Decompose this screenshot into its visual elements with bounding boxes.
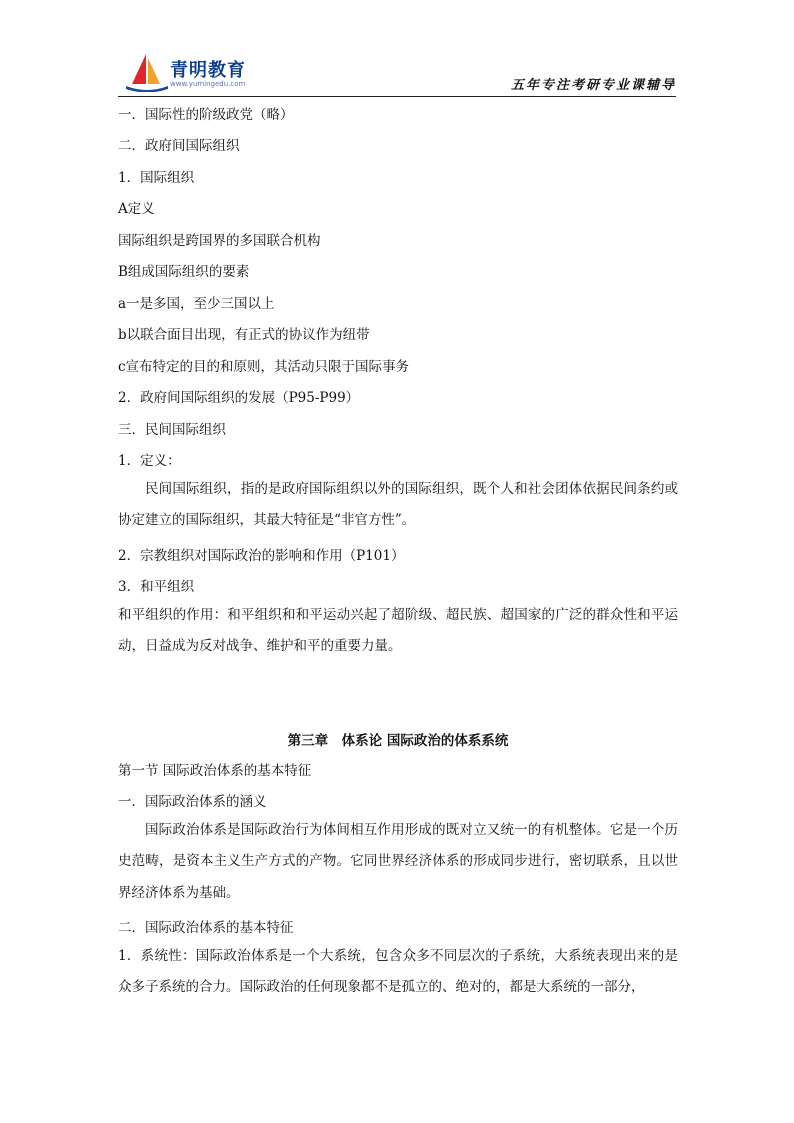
subsection-heading: 2．政府间国际组织的发展（P95-P99） [118, 390, 360, 406]
section-heading: 一．国际性的阶级政党（略） [118, 107, 294, 123]
text-line: b以联合面目出现，有正式的协议作为纽带 [118, 327, 370, 343]
item-heading: A定义 [118, 201, 155, 217]
item-heading: B组成国际组织的要素 [118, 264, 250, 280]
section-heading: 三．民间国际组织 [118, 422, 226, 438]
section-heading: 二．国际政治体系的基本特征 [118, 920, 294, 936]
logo-name: 青明教育 [170, 60, 246, 81]
paragraph: 和平组织的作用：和平组织和和平运动兴起了超阶级、超民族、超国家的广泛的群众性和平运动，日益成为反对战争、维护和平的重要力量。 [118, 607, 678, 655]
header-tagline: 五年专注考研专业课辅导 [510, 78, 676, 93]
subsection-heading: 3．和平组织 [118, 579, 195, 595]
text-line: a一是多国，至少三国以上 [118, 296, 275, 312]
sail-logo-icon [126, 54, 168, 92]
page-header [118, 52, 676, 98]
paragraph: 国际政治体系是国际政治行为体间相互作用形成的既对立又统一的有机整体。它是一个历史范畴，是资本主义生产方式的产物。它同世界经济体系的形成同步进行，密切联系，且以世界经济体系为基础。 [118, 822, 678, 901]
text-line: c宣布特定的目的和原则，其活动只限于国际事务 [118, 359, 410, 375]
logo-url: www.yumingedu.com [170, 80, 246, 88]
section-title: 第一节 国际政治体系的基本特征 [118, 763, 312, 779]
section-heading: 二．政府间国际组织 [118, 138, 240, 154]
subsection-heading: 2．宗教组织对国际政治的影响和作用（P101） [118, 548, 405, 564]
chapter-title: 第三章 体系论 国际政治的体系系统 [287, 733, 509, 749]
subsection-heading: 1．国际组织 [118, 170, 195, 186]
logo [118, 52, 288, 94]
text-line: 国际组织是跨国界的多国联合机构 [118, 233, 321, 249]
paragraph: 民间国际组织，指的是政府国际组织以外的国际组织，既个人和社会团体依据民间条约或协定建立的国际组织，其最大特征是“非官方性”。 [118, 481, 678, 529]
section-heading: 一．国际政治体系的涵义 [118, 794, 267, 810]
paragraph: 1．系统性：国际政治体系是一个大系统，包含众多不同层次的子系统，大系统表现出来的是众多子系统的合力。国际政治的任何现象都不是孤立的、绝对的，都是大系统的一部分， [118, 948, 678, 996]
header-divider [118, 96, 676, 97]
subsection-heading: 1．定义： [118, 453, 181, 469]
